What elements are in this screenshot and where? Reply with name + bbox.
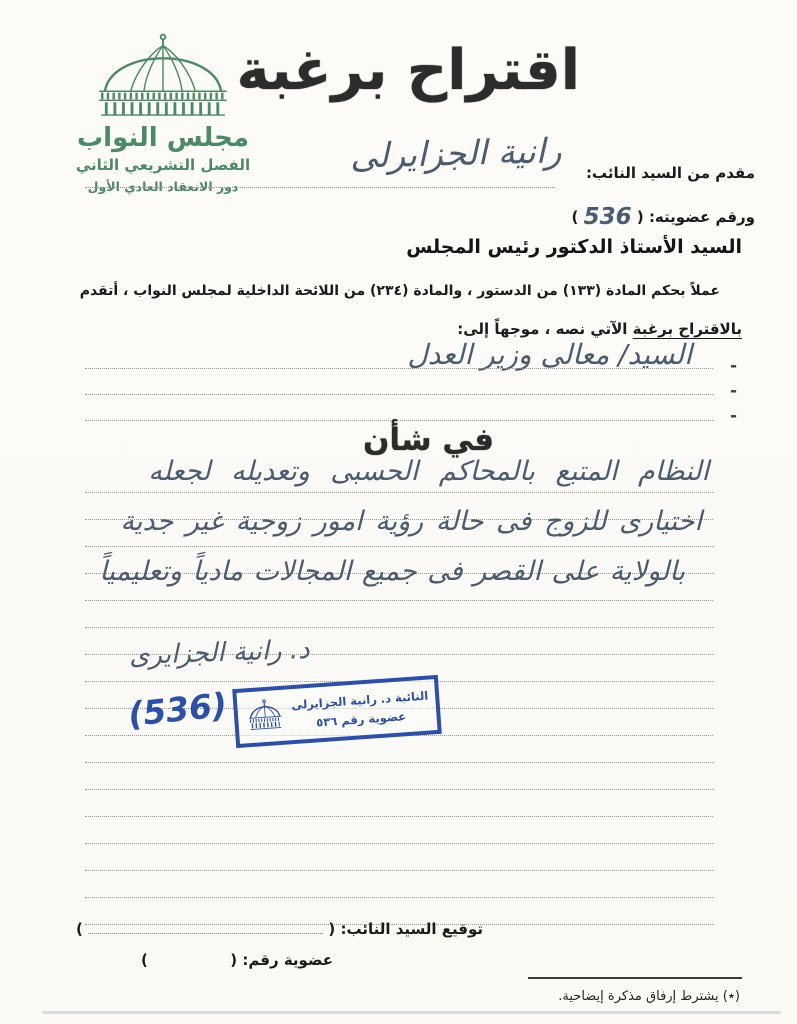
addressee-handwritten: السيد/ معالى وزير العدل [407,338,692,371]
footnote-text: (٭) يشترط إرفاق مذكرة إيضاحية. [558,989,740,1004]
document-title: اقتراح برغبة [236,38,580,103]
legal-basis-text: عملاً بحكم المادة (١٣٣) من الدستور ، والمادة (٢٣٤) من اللائحة الداخلية لمجلس النواب ، أتقدم [79,283,720,299]
ruled-line [85,395,713,421]
ruled-line [85,601,713,628]
body-handwritten-line-3: بالولاية على القصر فى جميع المجالات مادياً وتعليمياً [99,556,685,587]
ruled-line [85,871,713,898]
footer-membership-row [141,951,333,969]
ruled-line [85,790,713,817]
ruled-line [85,736,713,763]
logo-legislative-term: الفصل التشريعي الثاني [75,155,251,174]
signature-row [76,920,483,938]
proposal-intro-underlined: بالاقتراح برغبة [632,320,742,338]
footer-membership-open-paren: ( [230,951,238,969]
stamp-dome-icon [243,697,287,737]
proposal-intro-row [457,320,742,338]
body-handwritten-line-1: النظام المتبع بالمحاكم الحسبى وتعديله لجعله [148,456,709,487]
submitted-by-row [586,164,755,182]
dash-bullet-2: - [729,381,737,401]
parliament-dome-icon [62,30,264,122]
logo-org-name: مجلس النواب [77,123,249,153]
footnote-separator [528,977,742,979]
stamp-membership-number: عضوية رقم ٥٣٦ [315,708,407,729]
ruled-line [85,763,713,790]
membership-number-row [572,202,756,228]
footer-membership-label: عضوية رقم: [242,951,333,969]
addressee-ruled-lines [85,343,713,421]
membership-number-handwritten: 536 [583,204,632,230]
signature-label: توقيع السيد النائب: [340,920,483,938]
member-name-handwritten: رانية الجزايرلى [349,131,563,177]
body-handwritten-line-2: اختيارى للزوج فى حالة رؤية امور زوجية غير جدية [120,506,702,537]
signature-dotted-space [88,922,323,934]
ruled-line [85,369,713,395]
membership-label: ورقم عضويته: [648,208,755,226]
ruled-line [85,844,713,871]
footer-membership-empty-space [153,954,225,965]
scan-page-edge [42,1011,781,1014]
submitted-by-dotted-line [85,187,555,188]
membership-open-paren: ( [636,208,644,226]
membership-close-paren: ) [571,208,579,226]
footer-membership-close-paren: ) [140,951,148,969]
logo-session-line: دور الانعقاد العادي الأول [87,178,239,194]
dash-bullet-3: - [729,406,737,426]
stamp-text-block [290,687,431,733]
proposal-intro-rest: الآتي نصه ، موجهاً إلى: [457,320,633,338]
signature-open-paren: ( [328,920,336,938]
subject-heading: في شأن [362,422,495,458]
parliament-logo [62,30,264,194]
membership-number-blue-handwritten: (536) [126,684,229,735]
signature-handwritten: د. رانية الجزايرى [128,634,311,672]
ruled-line [85,817,713,844]
stamp-member-name: النائبة د. رانية الجزايرلى [290,688,429,713]
ruled-line [85,343,713,369]
submitted-by-label: مقدم من السيد النائب: [585,164,755,182]
salutation-heading: السيد الأستاذ الدكتور رئيس المجلس [406,236,742,258]
dash-bullet-1: - [729,356,737,376]
signature-close-paren: ) [76,920,83,938]
